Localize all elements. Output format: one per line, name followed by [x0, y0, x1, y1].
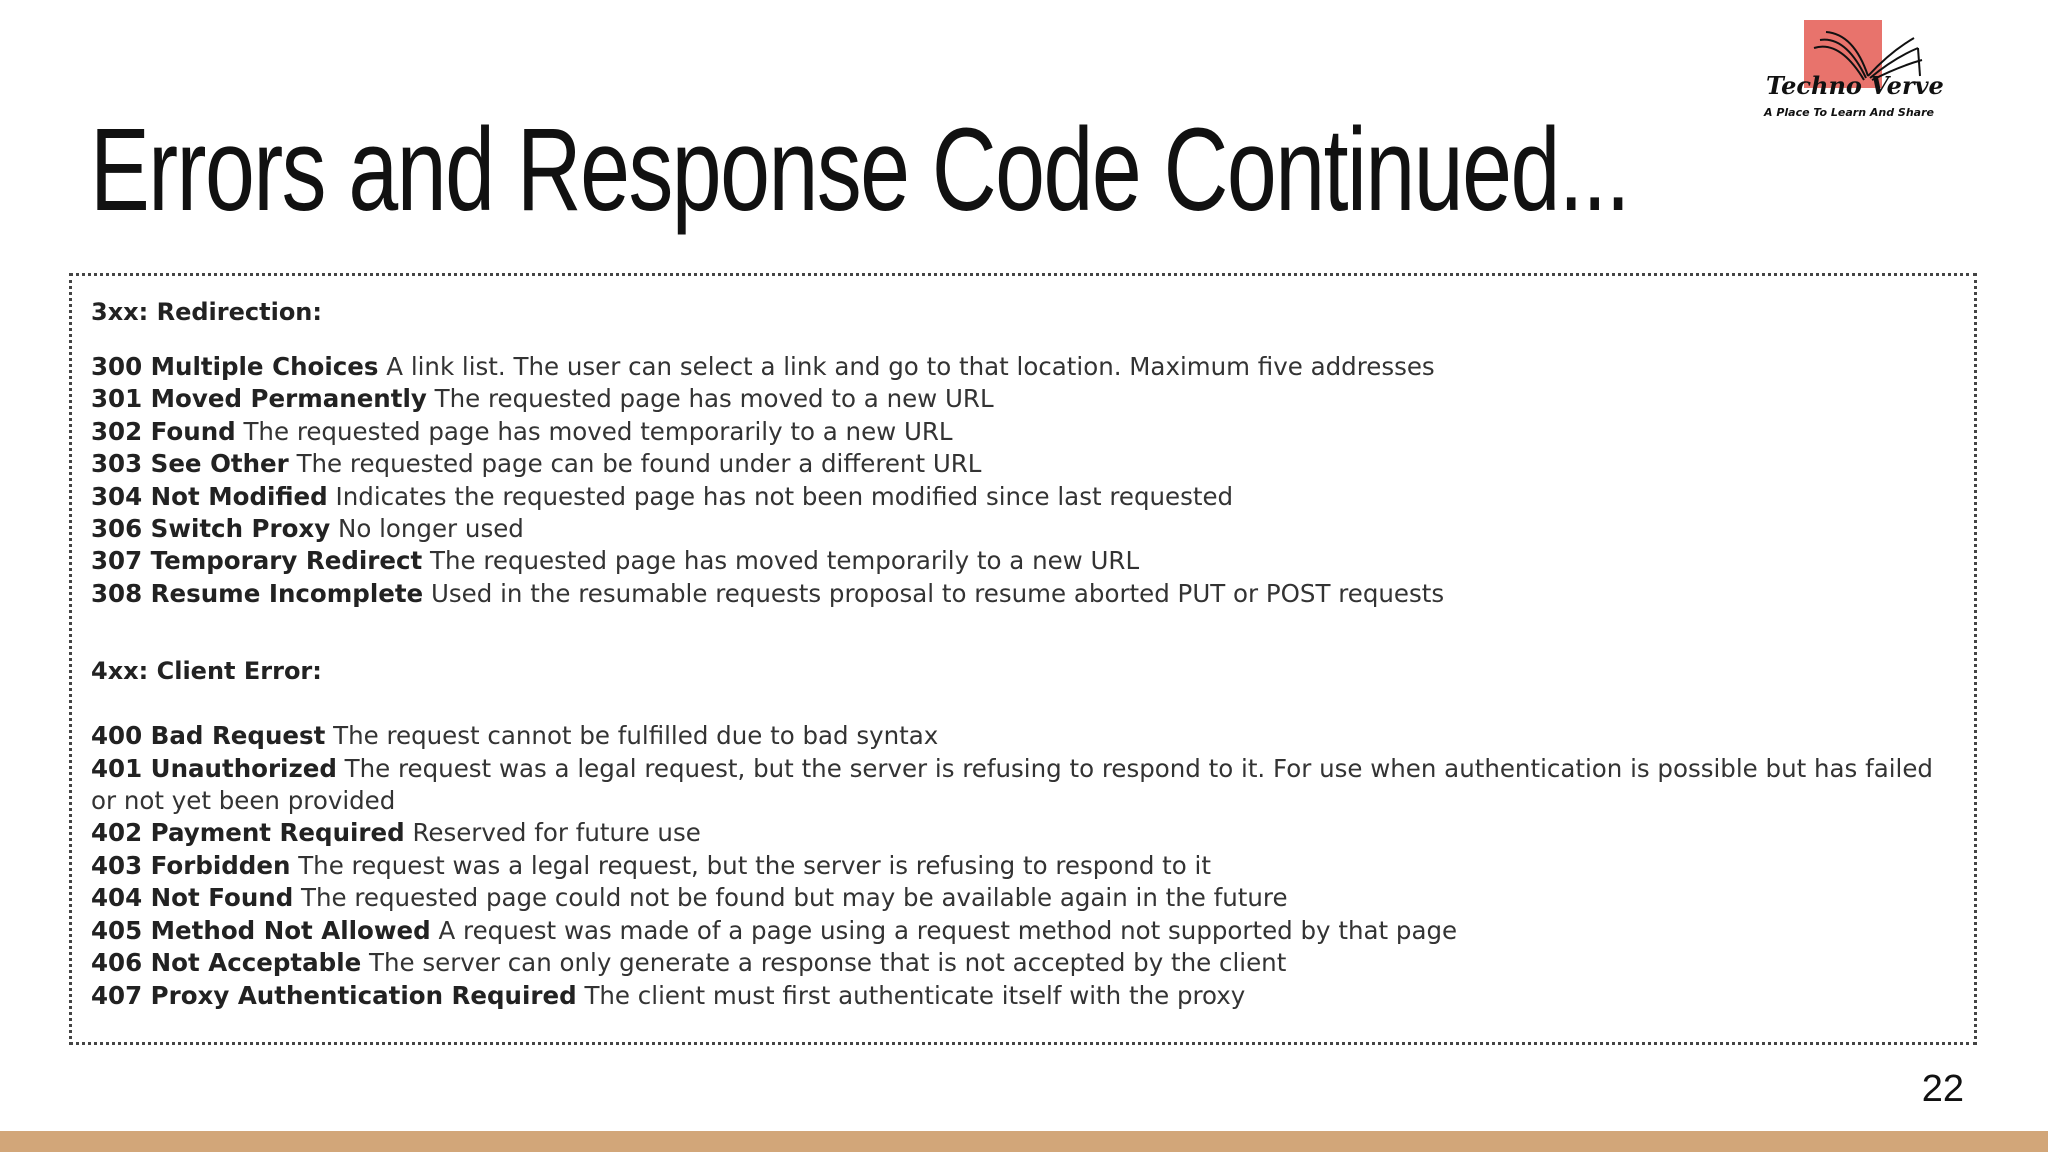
status-code: 404 Not Found [91, 883, 294, 913]
list-item [91, 753, 1956, 818]
status-description: The requested page has moved to a new URL [434, 384, 994, 414]
list-item [91, 481, 1956, 513]
status-description: Used in the resumable requests proposal to resume aborted PUT or POST requests [430, 578, 1445, 608]
list-item [91, 850, 1956, 882]
status-description: The client must first authenticate itself with the proxy [584, 980, 1246, 1010]
status-code: 306 Switch Proxy [91, 514, 331, 544]
status-code: 300 Multiple Choices [91, 352, 379, 381]
status-code: 307 Temporary Redirect [91, 546, 423, 576]
list-item [91, 513, 1956, 545]
status-description: A request was made of a page using a request method not supported by that page [438, 915, 1458, 945]
list-item [91, 882, 1956, 914]
list-item [91, 817, 1956, 849]
status-description: The server can only generate a response that is not accepted by the client [369, 948, 1287, 978]
status-code: 303 See Other [91, 449, 289, 479]
status-code: 400 Bad Request [91, 721, 326, 751]
list-item [91, 915, 1956, 947]
status-description: The request was a legal request, but the server is refusing to respond to it. For use when authentication is possible but has failed or not yet been provided [91, 753, 1933, 816]
response-codes-box [69, 273, 1977, 1045]
status-description: No longer used [338, 514, 524, 544]
list-item [91, 351, 1956, 383]
redirection-heading: 3xx: Redirection: [91, 298, 322, 326]
status-code: 407 Proxy Authentication Required [91, 980, 577, 1010]
list-item [91, 947, 1956, 979]
status-description: Reserved for future use [412, 818, 701, 848]
status-description: The requested page has moved temporarily to a new URL [243, 416, 953, 446]
status-code: 405 Method Not Allowed [91, 915, 431, 945]
list-item [91, 416, 1956, 448]
status-description: The requested page has moved temporarily to a new URL [430, 546, 1140, 576]
list-item [91, 578, 1956, 610]
logo-tagline: A Place To Learn And Share [1764, 106, 1934, 119]
client-error-code-list [91, 720, 1956, 1012]
footer-bar [0, 1131, 2048, 1152]
client-error-heading: 4xx: Client Error: [91, 657, 322, 686]
redirection-code-list [91, 351, 1956, 610]
status-description: A link list. The user can select a link and go to that location. Maximum five addresses [386, 352, 1435, 381]
status-code: 402 Payment Required [91, 818, 405, 848]
status-code: 403 Forbidden [91, 850, 291, 880]
logo-graphic [1760, 18, 1950, 128]
list-item [91, 448, 1956, 480]
status-description: Indicates the requested page has not been modified since last requested [335, 481, 1234, 511]
status-description: The request was a legal request, but the server is refusing to respond to it [298, 850, 1211, 880]
status-code: 302 Found [91, 416, 236, 446]
status-description: The request cannot be fulfilled due to bad syntax [333, 721, 939, 751]
list-item [91, 545, 1956, 577]
list-item [91, 720, 1956, 752]
status-description: The requested page could not be found but may be available again in the future [301, 883, 1288, 913]
status-code: 308 Resume Incomplete [91, 578, 424, 608]
status-code: 301 Moved Permanently [91, 384, 427, 414]
status-code: 406 Not Acceptable [91, 948, 362, 978]
list-item [91, 383, 1956, 415]
slide-title: Errors and Response Code Continued... [90, 104, 1629, 236]
status-code: 401 Unauthorized [91, 753, 337, 783]
techno-verve-logo [1760, 18, 1950, 128]
logo-wordmark: Techno Verve [1766, 71, 1944, 100]
page-number: 22 [1921, 1068, 1964, 1110]
list-item [91, 980, 1956, 1012]
status-code: 304 Not Modified [91, 481, 328, 511]
status-description: The requested page can be found under a different URL [296, 449, 982, 479]
